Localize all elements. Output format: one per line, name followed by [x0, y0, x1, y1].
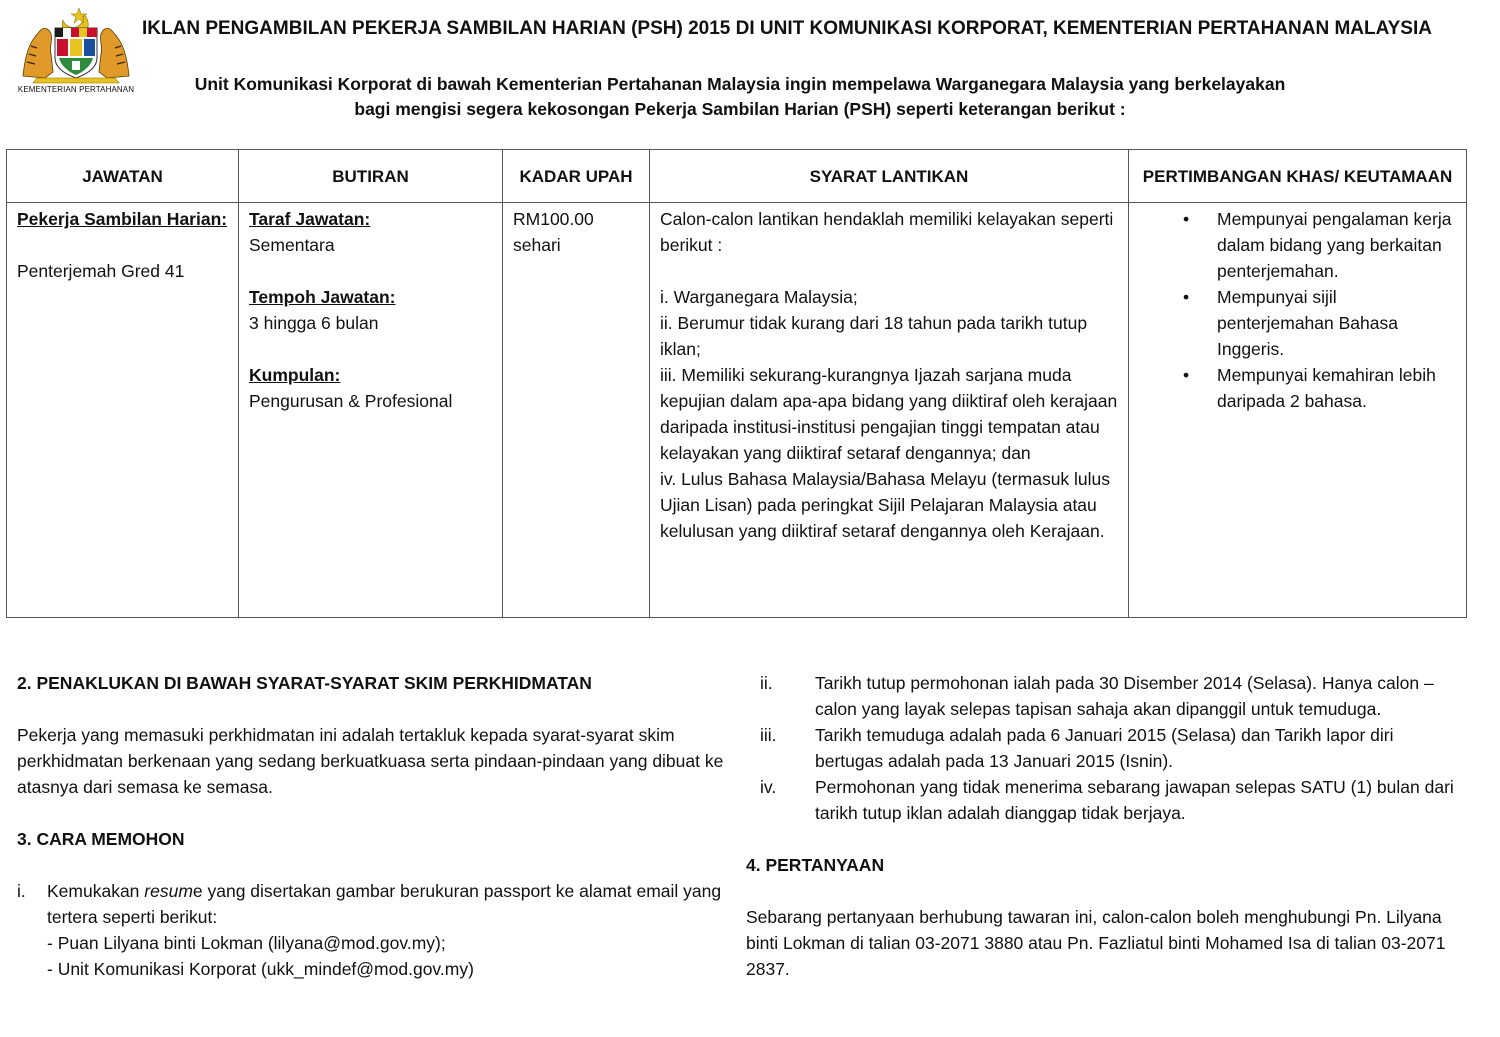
- coat-of-arms-icon: [17, 6, 135, 84]
- jawatan-title: Pekerja Sambilan Harian:: [17, 209, 228, 229]
- header-syarat-lantikan: SYARAT LANTIKAN: [650, 150, 1129, 203]
- tempoh-value: 3 hingga 6 bulan: [249, 313, 379, 333]
- cell-syarat-lantikan: [650, 203, 1129, 618]
- syarat-intro: Calon-calon lantikan hendaklah memiliki kelayakan seperti berikut :: [660, 209, 1114, 255]
- section3-heading: 3. CARA MEMOHON: [17, 829, 185, 849]
- intro-text: [140, 72, 1340, 122]
- list-item: [746, 670, 1466, 722]
- apply-text: Kemukakan: [47, 881, 145, 901]
- apply-item: [17, 878, 727, 982]
- syarat-item: i. Warganegara Malaysia;: [660, 287, 858, 307]
- syarat-item: iii. Memiliki sekurang-kurangnya Ijazah sarjana muda kepujian dalam apa-apa bidang yang diiktiraf oleh kerajaan daripada institusi-institusi pengajian tinggi tempatan atau kelayakan yang diiktiraf setaraf dengannya; dan: [660, 365, 1118, 463]
- cell-butiran: [239, 203, 503, 618]
- item-number: iv.: [760, 777, 777, 797]
- cell-kadar-upah: [503, 203, 650, 618]
- syarat-item: ii. Berumur tidak kurang dari 18 tahun pada tarikh tutup iklan;: [660, 313, 1088, 359]
- kumpulan-label: Kumpulan:: [249, 365, 341, 385]
- header-kadar-upah: KADAR UPAH: [503, 150, 650, 203]
- right-column: [746, 670, 1466, 982]
- header-pertimbangan: PERTIMBANGAN KHAS/ KEUTAMAAN: [1129, 150, 1467, 203]
- item-number: iii.: [760, 725, 777, 745]
- list-item: [746, 774, 1466, 826]
- item-text: Tarikh temuduga adalah pada 6 Januari 2015 (Selasa) dan Tarikh lapor diri bertugas adalah pada 13 Januari 2015 (Isnin).: [815, 725, 1394, 771]
- wage-amount: RM100.00: [513, 209, 594, 229]
- table-header-row: [7, 150, 1467, 203]
- cell-jawatan: [7, 203, 239, 618]
- item-number: ii.: [760, 673, 773, 693]
- left-column: [17, 670, 727, 982]
- vacancy-table: [6, 149, 1467, 618]
- tempoh-label: Tempoh Jawatan:: [249, 287, 396, 307]
- list-item: • Mempunyai sijil penterjemahan Bahasa Inggeris.: [1143, 284, 1456, 362]
- crest-caption: KEMENTERIAN PERTAHANAN: [17, 85, 135, 94]
- apply-text: e yang disertakan gambar berukuran passport ke alamat email yang tertera seperti berikut:: [47, 881, 722, 927]
- item-text: Permohonan yang tidak menerima sebarang jawapan selepas SATU (1) bulan dari tarikh tutup iklan adalah dianggap tidak berjaya.: [815, 777, 1454, 823]
- coat-of-arms: [14, 6, 138, 98]
- section4-body: Sebarang pertanyaan berhubung tawaran ini, calon-calon boleh menghubungi Pn. Lilyana binti Lokman di talian 03-2071 3880 atau Pn. Fazliatul binti Mohamed Isa di talian 03-2071 2837.: [746, 907, 1446, 979]
- header-butiran: BUTIRAN: [239, 150, 503, 203]
- pertimbangan-list: [1139, 206, 1456, 414]
- taraf-value: Sementara: [249, 235, 335, 255]
- taraf-label: Taraf Jawatan:: [249, 209, 371, 229]
- section2-heading: 2. PENAKLUKAN DI BAWAH SYARAT-SYARAT SKIM PERKHIDMATAN: [17, 673, 592, 693]
- cell-pertimbangan: [1129, 203, 1467, 618]
- item-text: Tarikh tutup permohonan ialah pada 30 Disember 2014 (Selasa). Hanya calon –calon yang layak selepas tapisan sahaja akan dipanggil untuk temuduga.: [815, 673, 1434, 719]
- jawatan-position: Penterjemah Gred 41: [17, 261, 185, 281]
- contact-line: - Puan Lilyana binti Lokman (lilyana@mod.gov.my);: [47, 933, 446, 953]
- section2-body: Pekerja yang memasuki perkhidmatan ini adalah tertakluk kepada syarat-syarat skim perkhidmatan berkenaan yang sedang berkuatkuasa serta pindaan-pindaan yang dibuat ke atasnya dari semasa ke semasa.: [17, 725, 724, 797]
- item-number: i.: [17, 881, 26, 901]
- section4-heading: 4. PERTANYAAN: [746, 855, 885, 875]
- list-item: • Mempunyai kemahiran lebih daripada 2 bahasa.: [1143, 362, 1456, 414]
- intro-line-1: Unit Komunikasi Korporat di bawah Kementerian Pertahanan Malaysia ingin mempelawa Warganegara Malaysia yang berkelayakan: [194, 74, 1286, 94]
- table-row: [7, 203, 1467, 618]
- header-jawatan: JAWATAN: [7, 150, 239, 203]
- contact-line: - Unit Komunikasi Korporat (ukk_mindef@mod.gov.my): [47, 959, 474, 979]
- list-item: [746, 722, 1466, 774]
- list-item: • Mempunyai pengalaman kerja dalam bidang yang berkaitan penterjemahan.: [1143, 206, 1456, 284]
- page-title: IKLAN PENGAMBILAN PEKERJA SAMBILAN HARIAN (PSH) 2015 DI UNIT KOMUNIKASI KORPORAT, KEMENTERIAN PERTAHANAN MALAYSIA: [142, 18, 1432, 39]
- procedure-list: [746, 670, 1466, 826]
- apply-text-italic: resum: [144, 881, 193, 901]
- kumpulan-value: Pengurusan & Profesional: [249, 391, 453, 411]
- intro-line-2: bagi mengisi segera kekosongan Pekerja Sambilan Harian (PSH) seperti keterangan berikut :: [354, 99, 1126, 119]
- syarat-item: iv. Lulus Bahasa Malaysia/Bahasa Melayu (termasuk lulus Ujian Lisan) pada peringkat Sijil Pelajaran Malaysia atau kelulusan yang diiktiraf setaraf dengannya oleh Kerajaan.: [660, 469, 1111, 541]
- wage-unit: sehari: [513, 235, 561, 255]
